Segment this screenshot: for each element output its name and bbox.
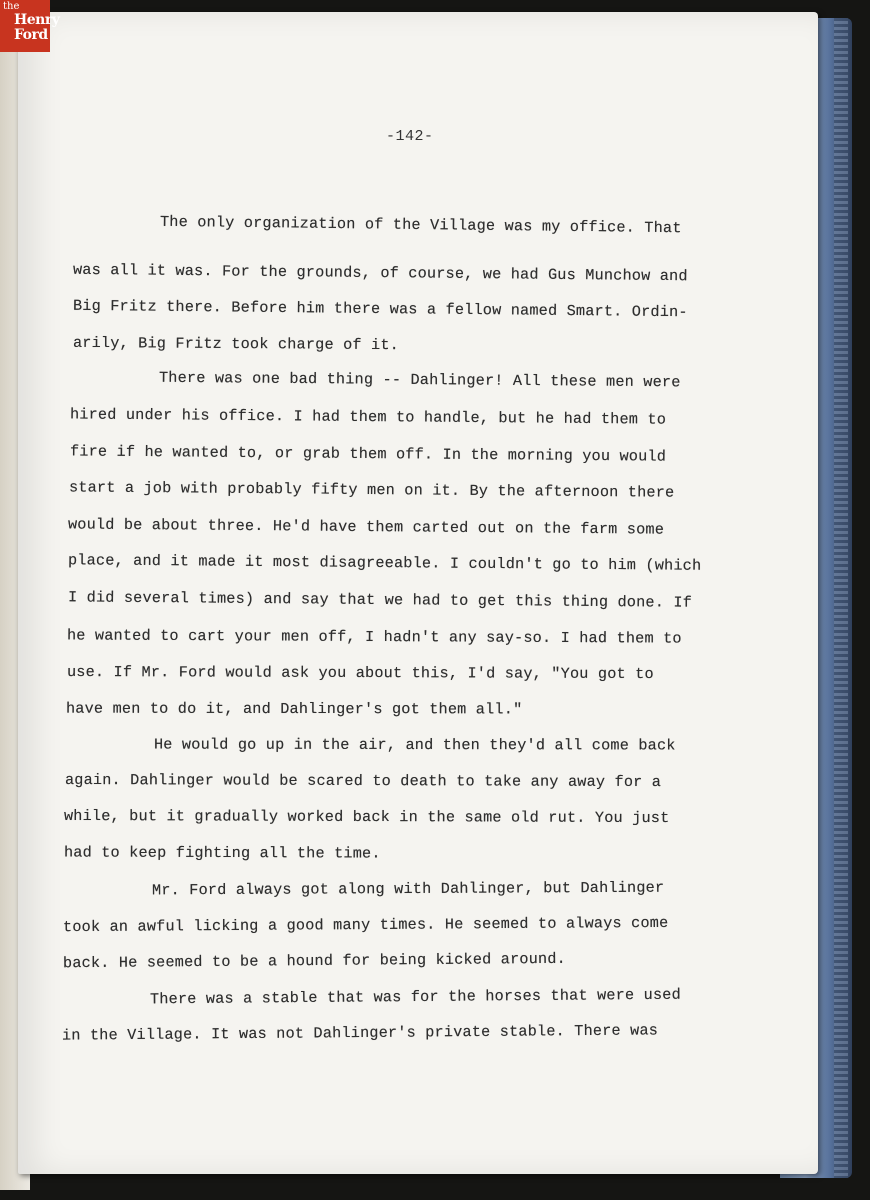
text-line: in the Village. It was not Dahlinger's private stable. There was: [61, 1021, 659, 1045]
text-line: place, and it made it most disagreeable. I couldn't go to him (which: [67, 551, 702, 575]
text-line: I did several times) and say that we had to get this thing done. If: [67, 588, 693, 612]
document-page: [18, 12, 818, 1174]
text-line: was all it was. For the grounds, of course, we had Gus Munchow and: [72, 260, 688, 286]
text-line: hired under his office. I had them to handle, but he had them to: [69, 405, 667, 429]
text-line: There was one bad thing -- Dahlinger! All these men were: [158, 368, 681, 392]
logo-text-ford: Ford: [14, 27, 48, 43]
text-line: would be about three. He'd have them carted out on the farm some: [67, 515, 665, 539]
text-line: while, but it gradually worked back in the same old rut. You just: [63, 806, 670, 828]
text-line: have men to do it, and Dahlinger's got them all.": [65, 699, 523, 719]
text-line: fire if he wanted to, or grab them off. In the morning you would: [69, 442, 667, 466]
logo-text-henry: Henry: [14, 12, 60, 28]
text-line: use. If Mr. Ford would ask you about this, I'd say, "You got to: [66, 662, 654, 684]
text-line: he wanted to cart your men off, I hadn't any say-so. I had them to: [66, 626, 682, 648]
text-line: had to keep fighting all the time.: [63, 843, 381, 863]
page-number: -142-: [386, 128, 434, 145]
text-line: again. Dahlinger would be scared to death to take any away for a: [64, 770, 662, 792]
text-line: Big Fritz there. Before him there was a fellow named Smart. Ordin-: [72, 296, 688, 322]
henry-ford-logo: [0, 0, 60, 52]
text-line: Mr. Ford always got along with Dahlinger, but Dahlinger: [151, 878, 665, 900]
logo-text-the: the: [3, 1, 20, 12]
text-line: He would go up in the air, and then they'd all come back: [153, 735, 676, 755]
text-line: back. He seemed to be a hound for being kicked around.: [62, 949, 567, 973]
text-line: start a job with probably fifty men on it. By the afternoon there: [68, 478, 675, 502]
text-line: There was a stable that was for the horses that were used: [149, 985, 681, 1009]
text-line: The only organization of the Village was my office. That: [159, 212, 682, 238]
text-line: arily, Big Fritz took charge of it.: [72, 333, 400, 355]
text-line: took an awful licking a good many times. He seemed to always come: [62, 913, 669, 937]
